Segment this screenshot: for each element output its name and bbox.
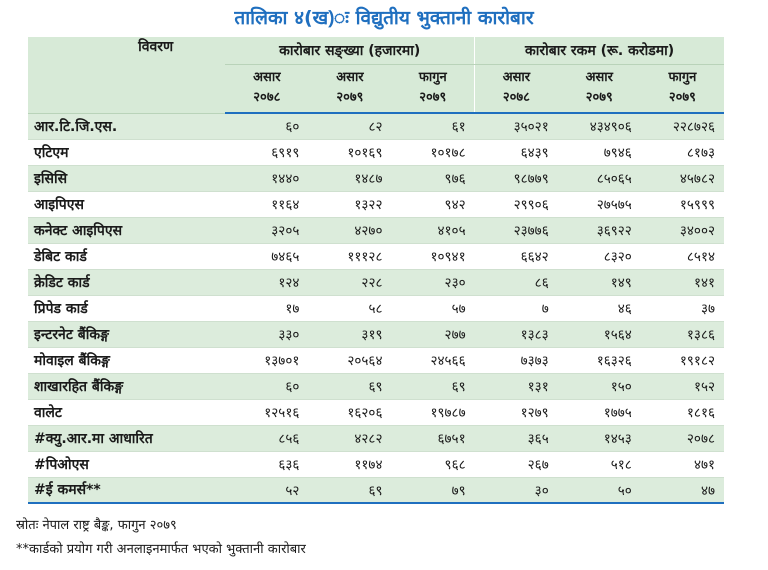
row-value: १३७०१ — [225, 347, 308, 373]
row-label: आइपिएस — [28, 191, 225, 217]
group-header-count: कारोबार सङ्ख्या (हजारमा) — [225, 37, 474, 64]
row-value: ४५७८२ — [641, 165, 724, 191]
row-value: ७ — [475, 295, 558, 321]
row-value: ६० — [225, 373, 308, 399]
row-value: ८५६ — [225, 425, 308, 451]
period-year: २०७८ — [502, 90, 530, 106]
vivaran-header — [28, 37, 225, 113]
row-value: १४५३ — [558, 425, 641, 451]
row-label: #पिओएस — [28, 451, 225, 477]
row-value: ६७५१ — [391, 425, 474, 451]
period-header — [475, 64, 558, 113]
period-month: फागुन — [668, 70, 697, 86]
row-value: २७५७५ — [558, 191, 641, 217]
row-value: ६९ — [308, 477, 391, 503]
table-row — [28, 113, 724, 139]
period-header — [308, 64, 391, 113]
row-value: ९७६ — [391, 165, 474, 191]
row-value: ३० — [475, 477, 558, 503]
row-value: २२८७२६ — [641, 113, 724, 139]
vivaran-header-label: विवरण — [138, 39, 174, 55]
period-year: २०७९ — [585, 90, 613, 106]
row-value: ३६५ — [475, 425, 558, 451]
row-value: ७९ — [391, 477, 474, 503]
row-value: १३८६ — [641, 321, 724, 347]
payments-table — [28, 37, 724, 504]
row-value: ४७१ — [641, 451, 724, 477]
row-label: कनेक्ट आइपिएस — [28, 217, 225, 243]
group-header-amount: कारोबार रकम (रू. करोडमा) — [475, 37, 724, 64]
row-value: ९८७७९ — [475, 165, 558, 191]
period-year: २०७९ — [336, 90, 364, 106]
row-label: शाखारहित बैंकिङ्ग — [28, 373, 225, 399]
row-value: ३१९ — [308, 321, 391, 347]
row-value: ९४२ — [391, 191, 474, 217]
row-value: ३५०२१ — [475, 113, 558, 139]
row-value: ६१ — [391, 113, 474, 139]
row-value: ३३० — [225, 321, 308, 347]
row-value: १५६४ — [558, 321, 641, 347]
row-value: ४६ — [558, 295, 641, 321]
row-value: २७७ — [391, 321, 474, 347]
period-month: असार — [502, 70, 531, 86]
row-value: १२७९ — [475, 399, 558, 425]
period-header — [391, 64, 474, 113]
table-row — [28, 321, 724, 347]
row-value: ३४००२ — [641, 217, 724, 243]
row-value: १९७८७ — [391, 399, 474, 425]
row-value: ८५०६५ — [558, 165, 641, 191]
row-value: १५२ — [641, 373, 724, 399]
table-header — [28, 37, 724, 113]
row-value: १७७५ — [558, 399, 641, 425]
period-header — [641, 64, 724, 113]
row-label: #क्यु.आर.मा आधारित — [28, 425, 225, 451]
row-label: आर.टि.जि.एस. — [28, 113, 225, 139]
table-row — [28, 139, 724, 165]
row-label: प्रिपेड कार्ड — [28, 295, 225, 321]
row-value: ६९ — [391, 373, 474, 399]
footnote-text: **कार्डको प्रयोग गरी अनलाइनमार्फत भएको भुक्तानी कारोबार — [16, 542, 306, 557]
row-value: ३२०५ — [225, 217, 308, 243]
row-value: ७३७३ — [475, 347, 558, 373]
source-text: स्रोतः नेपाल राष्ट्र बैङ्क, फागुन २०७९ — [16, 518, 177, 533]
row-label: एटिएम — [28, 139, 225, 165]
row-value: ९६८ — [391, 451, 474, 477]
period-month: असार — [336, 70, 364, 86]
row-value: १३८३ — [475, 321, 558, 347]
period-year: २०७९ — [419, 90, 447, 106]
row-value: २०५६४ — [308, 347, 391, 373]
period-year: २०७९ — [668, 90, 696, 106]
row-value: ५८ — [308, 295, 391, 321]
period-header — [225, 64, 308, 113]
row-value: १४४० — [225, 165, 308, 191]
row-label: मोवाइल बैंकिङ्ग — [28, 347, 225, 373]
row-value: ४२७० — [308, 217, 391, 243]
row-value: ४२८२ — [308, 425, 391, 451]
row-label: इसिसि — [28, 165, 225, 191]
row-label: डेबिट कार्ड — [28, 243, 225, 269]
row-value: १२४ — [225, 269, 308, 295]
period-header — [558, 64, 641, 113]
row-value: ३७ — [641, 295, 724, 321]
table-row — [28, 269, 724, 295]
row-value: ८१७३ — [641, 139, 724, 165]
table-row — [28, 191, 724, 217]
table-row — [28, 243, 724, 269]
period-year: २०७८ — [253, 90, 281, 106]
row-value: ११६४ — [225, 191, 308, 217]
row-value: ५० — [558, 477, 641, 503]
row-value: ४१०५ — [391, 217, 474, 243]
row-value: १११२८ — [308, 243, 391, 269]
row-label: क्रेडिट कार्ड — [28, 269, 225, 295]
row-value: ६९ — [308, 373, 391, 399]
row-value: ४३४९०६ — [558, 113, 641, 139]
row-value: २६७ — [475, 451, 558, 477]
period-month: असार — [585, 70, 613, 86]
table-title: तालिका ४(ख)ः विद्युतीय भुक्तानी कारोबार — [234, 7, 534, 29]
row-value: २२८ — [308, 269, 391, 295]
row-value: १४१ — [641, 269, 724, 295]
row-value: ६३६ — [225, 451, 308, 477]
row-value: ५७ — [391, 295, 474, 321]
row-label: इन्टरनेट बैंकिङ्ग — [28, 321, 225, 347]
table-row — [28, 399, 724, 425]
period-month: असार — [253, 70, 281, 86]
table-row — [28, 217, 724, 243]
row-value: १५९९९ — [641, 191, 724, 217]
table-row — [28, 347, 724, 373]
row-value: ७९४६ — [558, 139, 641, 165]
row-value: १९१८२ — [641, 347, 724, 373]
row-value: ५२ — [225, 477, 308, 503]
row-value: १३२२ — [308, 191, 391, 217]
row-value: ६४३९ — [475, 139, 558, 165]
table-row — [28, 425, 724, 451]
row-value: २३० — [391, 269, 474, 295]
row-value: २४५६६ — [391, 347, 474, 373]
table-row — [28, 477, 724, 503]
row-value: ६६४२ — [475, 243, 558, 269]
row-value: ३६९२२ — [558, 217, 641, 243]
row-value: ४७ — [641, 477, 724, 503]
row-value: ६९१९ — [225, 139, 308, 165]
row-value: १०९४१ — [391, 243, 474, 269]
row-value: ८२ — [308, 113, 391, 139]
table-row — [28, 451, 724, 477]
row-value: १७ — [225, 295, 308, 321]
table-row — [28, 165, 724, 191]
row-value: १३१ — [475, 373, 558, 399]
row-value: ६० — [225, 113, 308, 139]
row-label: #ई कमर्स** — [28, 477, 225, 503]
row-value: १०१६९ — [308, 139, 391, 165]
row-value: १८१६ — [641, 399, 724, 425]
row-value: २३७७६ — [475, 217, 558, 243]
row-value: १०१७८ — [391, 139, 474, 165]
row-value: ५१८ — [558, 451, 641, 477]
row-value: ८५१४ — [641, 243, 724, 269]
row-value: ८६ — [475, 269, 558, 295]
row-value: २०७८ — [641, 425, 724, 451]
row-value: १६२०६ — [308, 399, 391, 425]
row-value: १४९ — [558, 269, 641, 295]
table-row — [28, 295, 724, 321]
row-value: १२५१६ — [225, 399, 308, 425]
row-value: ११७४ — [308, 451, 391, 477]
row-value: १४८७ — [308, 165, 391, 191]
row-value: ८३२० — [558, 243, 641, 269]
period-month: फागुन — [418, 70, 447, 86]
table-row — [28, 373, 724, 399]
row-value: २९९०६ — [475, 191, 558, 217]
row-value: ७४६५ — [225, 243, 308, 269]
table-body — [28, 113, 724, 503]
row-label: वालेट — [28, 399, 225, 425]
row-value: १६३२६ — [558, 347, 641, 373]
row-value: १५० — [558, 373, 641, 399]
